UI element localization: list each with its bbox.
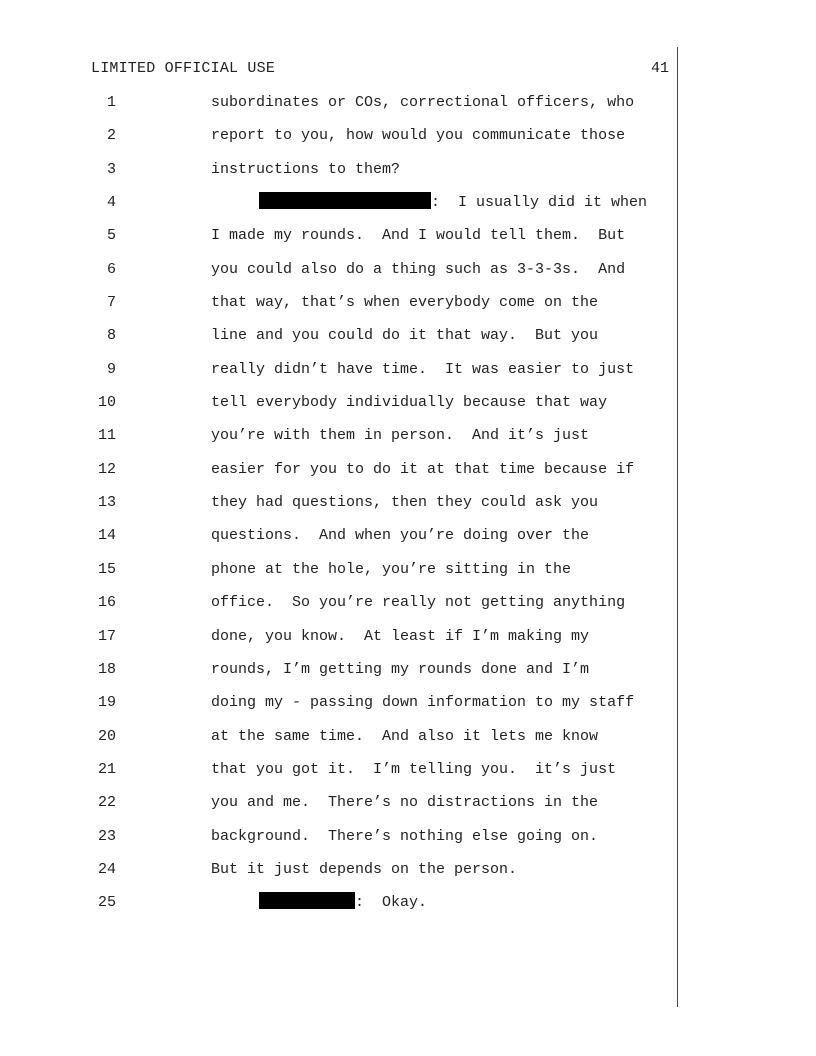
line-text: tell everybody individually because that way (211, 394, 608, 412)
transcript-line (0, 191, 680, 224)
transcript-line (0, 358, 680, 391)
line-text: at the same time. And also it lets me know (211, 727, 599, 745)
redaction-bar (259, 892, 355, 909)
transcript-line (0, 124, 680, 157)
speaker-line-text: : Okay. (355, 894, 428, 912)
line-number: 25 (97, 894, 116, 912)
line-text: I made my rounds. And I would tell them. But (211, 227, 626, 245)
line-number: 4 (106, 194, 116, 212)
transcript-line (0, 825, 680, 858)
line-number: 3 (106, 160, 116, 178)
line-number: 11 (97, 427, 116, 445)
line-text: line and you could do it that way. But you (211, 327, 599, 345)
transcript-line (0, 591, 680, 624)
line-number: 16 (97, 594, 116, 612)
line-number: 6 (106, 260, 116, 278)
speaker-label (259, 191, 647, 215)
line-text: questions. And when you’re doing over the (211, 527, 590, 545)
line-number: 20 (97, 727, 116, 745)
transcript-line (0, 858, 680, 891)
transcript-line (0, 424, 680, 457)
line-number: 5 (106, 227, 116, 245)
line-text: phone at the hole, you’re sitting in the (211, 560, 572, 578)
speaker-line-text: : I usually did it when (431, 194, 648, 212)
line-number: 14 (97, 527, 116, 545)
line-number: 1 (106, 94, 116, 111)
transcript-line (0, 391, 680, 424)
transcript-line (0, 625, 680, 658)
page-number: 41 (650, 60, 669, 77)
transcript-line (0, 224, 680, 257)
line-number: 24 (97, 860, 116, 878)
line-text: you could also do a thing such as 3-3-3s. And (211, 260, 626, 278)
line-text: they had questions, then they could ask you (211, 494, 599, 512)
line-text: report to you, how would you communicate those (211, 127, 626, 145)
line-text: you’re with them in person. And it’s just (211, 427, 590, 445)
line-text: background. There’s nothing else going on. (211, 827, 599, 845)
line-number: 23 (97, 827, 116, 845)
line-text: that you got it. I’m telling you. it’s just (211, 760, 617, 778)
transcript-line (0, 524, 680, 557)
line-text: you and me. There’s no distractions in the (211, 794, 599, 812)
line-number: 22 (97, 794, 116, 812)
transcript-line (0, 291, 680, 324)
line-number: 21 (97, 760, 116, 778)
line-number: 8 (106, 327, 116, 345)
line-number: 18 (97, 660, 116, 678)
line-text: But it just depends on the person. (211, 860, 518, 878)
redaction-bar (259, 192, 431, 209)
line-number: 9 (106, 360, 116, 378)
transcript-line (0, 491, 680, 524)
line-number: 15 (97, 560, 116, 578)
line-number: 12 (97, 460, 116, 478)
line-text: rounds, I’m getting my rounds done and I’m (211, 660, 590, 678)
line-number: 19 (97, 694, 116, 712)
line-number: 13 (97, 494, 116, 512)
line-text: doing my - passing down information to my staff (211, 694, 635, 712)
transcript-line (0, 658, 680, 691)
line-text: office. So you’re really not getting anything (211, 594, 626, 612)
line-number: 2 (106, 127, 116, 145)
transcript-lines (0, 91, 680, 925)
line-text: instructions to them? (211, 160, 401, 178)
line-text: really didn’t have time. It was easier to just (211, 360, 635, 378)
transcript-line (0, 891, 680, 924)
line-text: done, you know. At least if I’m making my (211, 627, 590, 645)
transcript-line (0, 158, 680, 191)
transcript-line (0, 791, 680, 824)
classification-marking: LIMITED OFFICIAL USE (91, 60, 276, 77)
line-text: subordinates or COs, correctional officers, who (211, 94, 635, 111)
transcript-line (0, 758, 680, 791)
line-number: 17 (97, 627, 116, 645)
speaker-label (259, 891, 427, 915)
transcript-line (0, 258, 680, 291)
transcript-line (0, 725, 680, 758)
transcript-line (0, 324, 680, 357)
transcript-line (0, 458, 680, 491)
transcript-line (0, 91, 680, 124)
line-number: 10 (97, 394, 116, 412)
line-text: that way, that’s when everybody come on the (211, 294, 599, 312)
transcript-line (0, 691, 680, 724)
line-text: easier for you to do it at that time because if (211, 460, 635, 478)
transcript-line (0, 558, 680, 591)
line-number: 7 (106, 294, 116, 312)
page-header (91, 60, 669, 82)
